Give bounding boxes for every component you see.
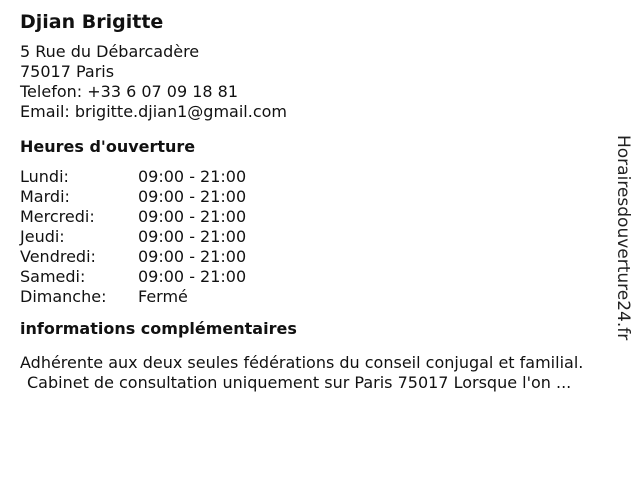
- hours-time: 09:00 - 21:00: [138, 227, 247, 246]
- phone-line: Telefon: +33 6 07 09 18 81: [20, 82, 239, 101]
- hours-row: [20, 267, 620, 287]
- additional-info-line-1: Adhérente aux deux seules fédérations du conseil conjugal et familial.: [20, 353, 584, 372]
- hours-row: [20, 187, 620, 207]
- hours-time: 09:00 - 21:00: [138, 267, 247, 286]
- additional-info-title: informations complémentaires: [20, 319, 297, 338]
- address-line-1: 5 Rue du Débarcadère: [20, 42, 200, 61]
- hours-day: Mardi:: [20, 187, 70, 206]
- hours-day: Vendredi:: [20, 247, 96, 266]
- email-line: Email: brigitte.djian1@gmail.com: [20, 102, 287, 121]
- hours-row: [20, 287, 620, 307]
- hours-day: Mercredi:: [20, 207, 95, 226]
- additional-info-line-2: Cabinet de consultation uniquement sur Paris 75017 Lorsque l'on ...: [27, 373, 572, 392]
- site-watermark: Horairesdouverture24.fr: [613, 135, 633, 341]
- hours-day: Dimanche:: [20, 287, 107, 306]
- hours-day: Jeudi:: [20, 227, 65, 246]
- opening-hours-table: [20, 167, 620, 307]
- hours-time: 09:00 - 21:00: [138, 187, 247, 206]
- hours-row: [20, 167, 620, 187]
- hours-row: [20, 207, 620, 227]
- hours-row: [20, 247, 620, 267]
- hours-time: 09:00 - 21:00: [138, 167, 247, 186]
- hours-time: Fermé: [138, 287, 188, 306]
- business-card: [20, 10, 620, 393]
- hours-day: Samedi:: [20, 267, 86, 286]
- opening-hours-title: Heures d'ouverture: [20, 137, 196, 156]
- hours-time: 09:00 - 21:00: [138, 247, 247, 266]
- business-name: Djian Brigitte: [20, 11, 164, 33]
- address-line-2: 75017 Paris: [20, 62, 115, 81]
- hours-day: Lundi:: [20, 167, 69, 186]
- hours-time: 09:00 - 21:00: [138, 207, 247, 226]
- additional-info-text: [20, 353, 620, 393]
- hours-row: [20, 227, 620, 247]
